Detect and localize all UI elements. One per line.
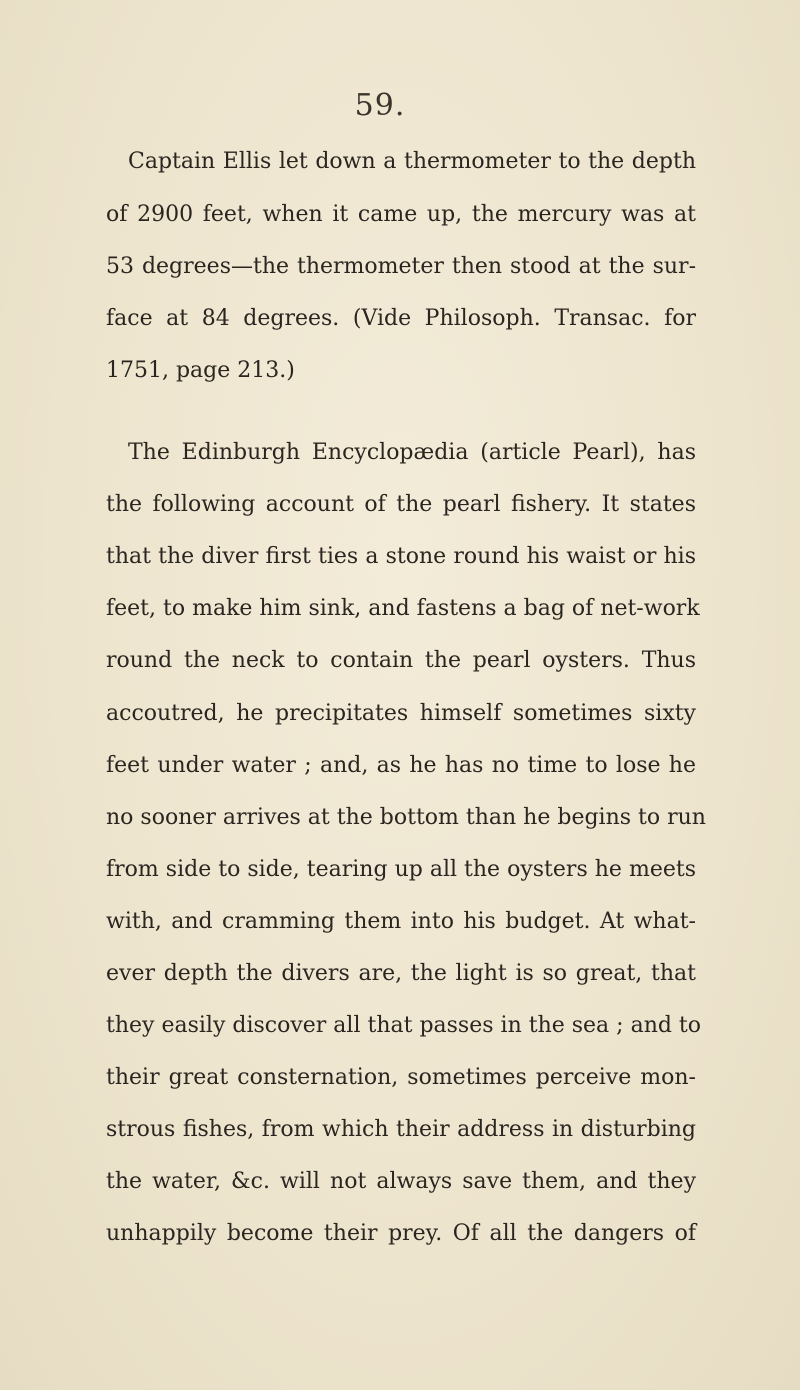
text-line: feet under water ; and, as he has no time to lose he xyxy=(106,753,696,778)
text-line: round the neck to contain the pearl oysters. Thus xyxy=(106,648,696,673)
text-line: that the diver first ties a stone round his waist or his xyxy=(106,544,696,569)
text-line: feet, to make him sink, and fastens a bag of net-work xyxy=(106,596,700,621)
text-line: face at 84 degrees. (Vide Philosoph. Transac. for xyxy=(106,306,696,331)
text-line: unhappily become their prey. Of all the dangers of xyxy=(106,1221,696,1246)
text-line: ever depth the divers are, the light is so great, that xyxy=(106,961,696,986)
text-line: with, and cramming them into his budget. At what- xyxy=(106,909,696,934)
text-line: of 2900 feet, when it came up, the mercury was at xyxy=(106,202,696,227)
text-line: The Edinburgh Encyclopædia (article Pearl), has xyxy=(128,440,696,465)
page-number: 59. xyxy=(354,88,406,123)
text-line: accoutred, he precipitates himself sometimes sixty xyxy=(106,701,696,726)
text-line: strous fishes, from which their address in disturbing xyxy=(106,1117,696,1142)
text-line: their great consternation, sometimes perceive mon- xyxy=(106,1065,696,1090)
text-line: the following account of the pearl fishery. It states xyxy=(106,492,696,517)
text-line: 1751, page 213.) xyxy=(106,358,295,383)
text-line: no sooner arrives at the bottom than he begins to run xyxy=(106,805,706,830)
text-line: they easily discover all that passes in the sea ; and to xyxy=(106,1013,702,1038)
text-line: from side to side, tearing up all the oysters he meets xyxy=(106,857,696,882)
text-line: the water, &c. will not always save them, and they xyxy=(106,1169,696,1194)
text-line: Captain Ellis let down a thermometer to the depth xyxy=(128,149,696,174)
text-line: 53 degrees—the thermometer then stood at the sur- xyxy=(106,254,696,279)
